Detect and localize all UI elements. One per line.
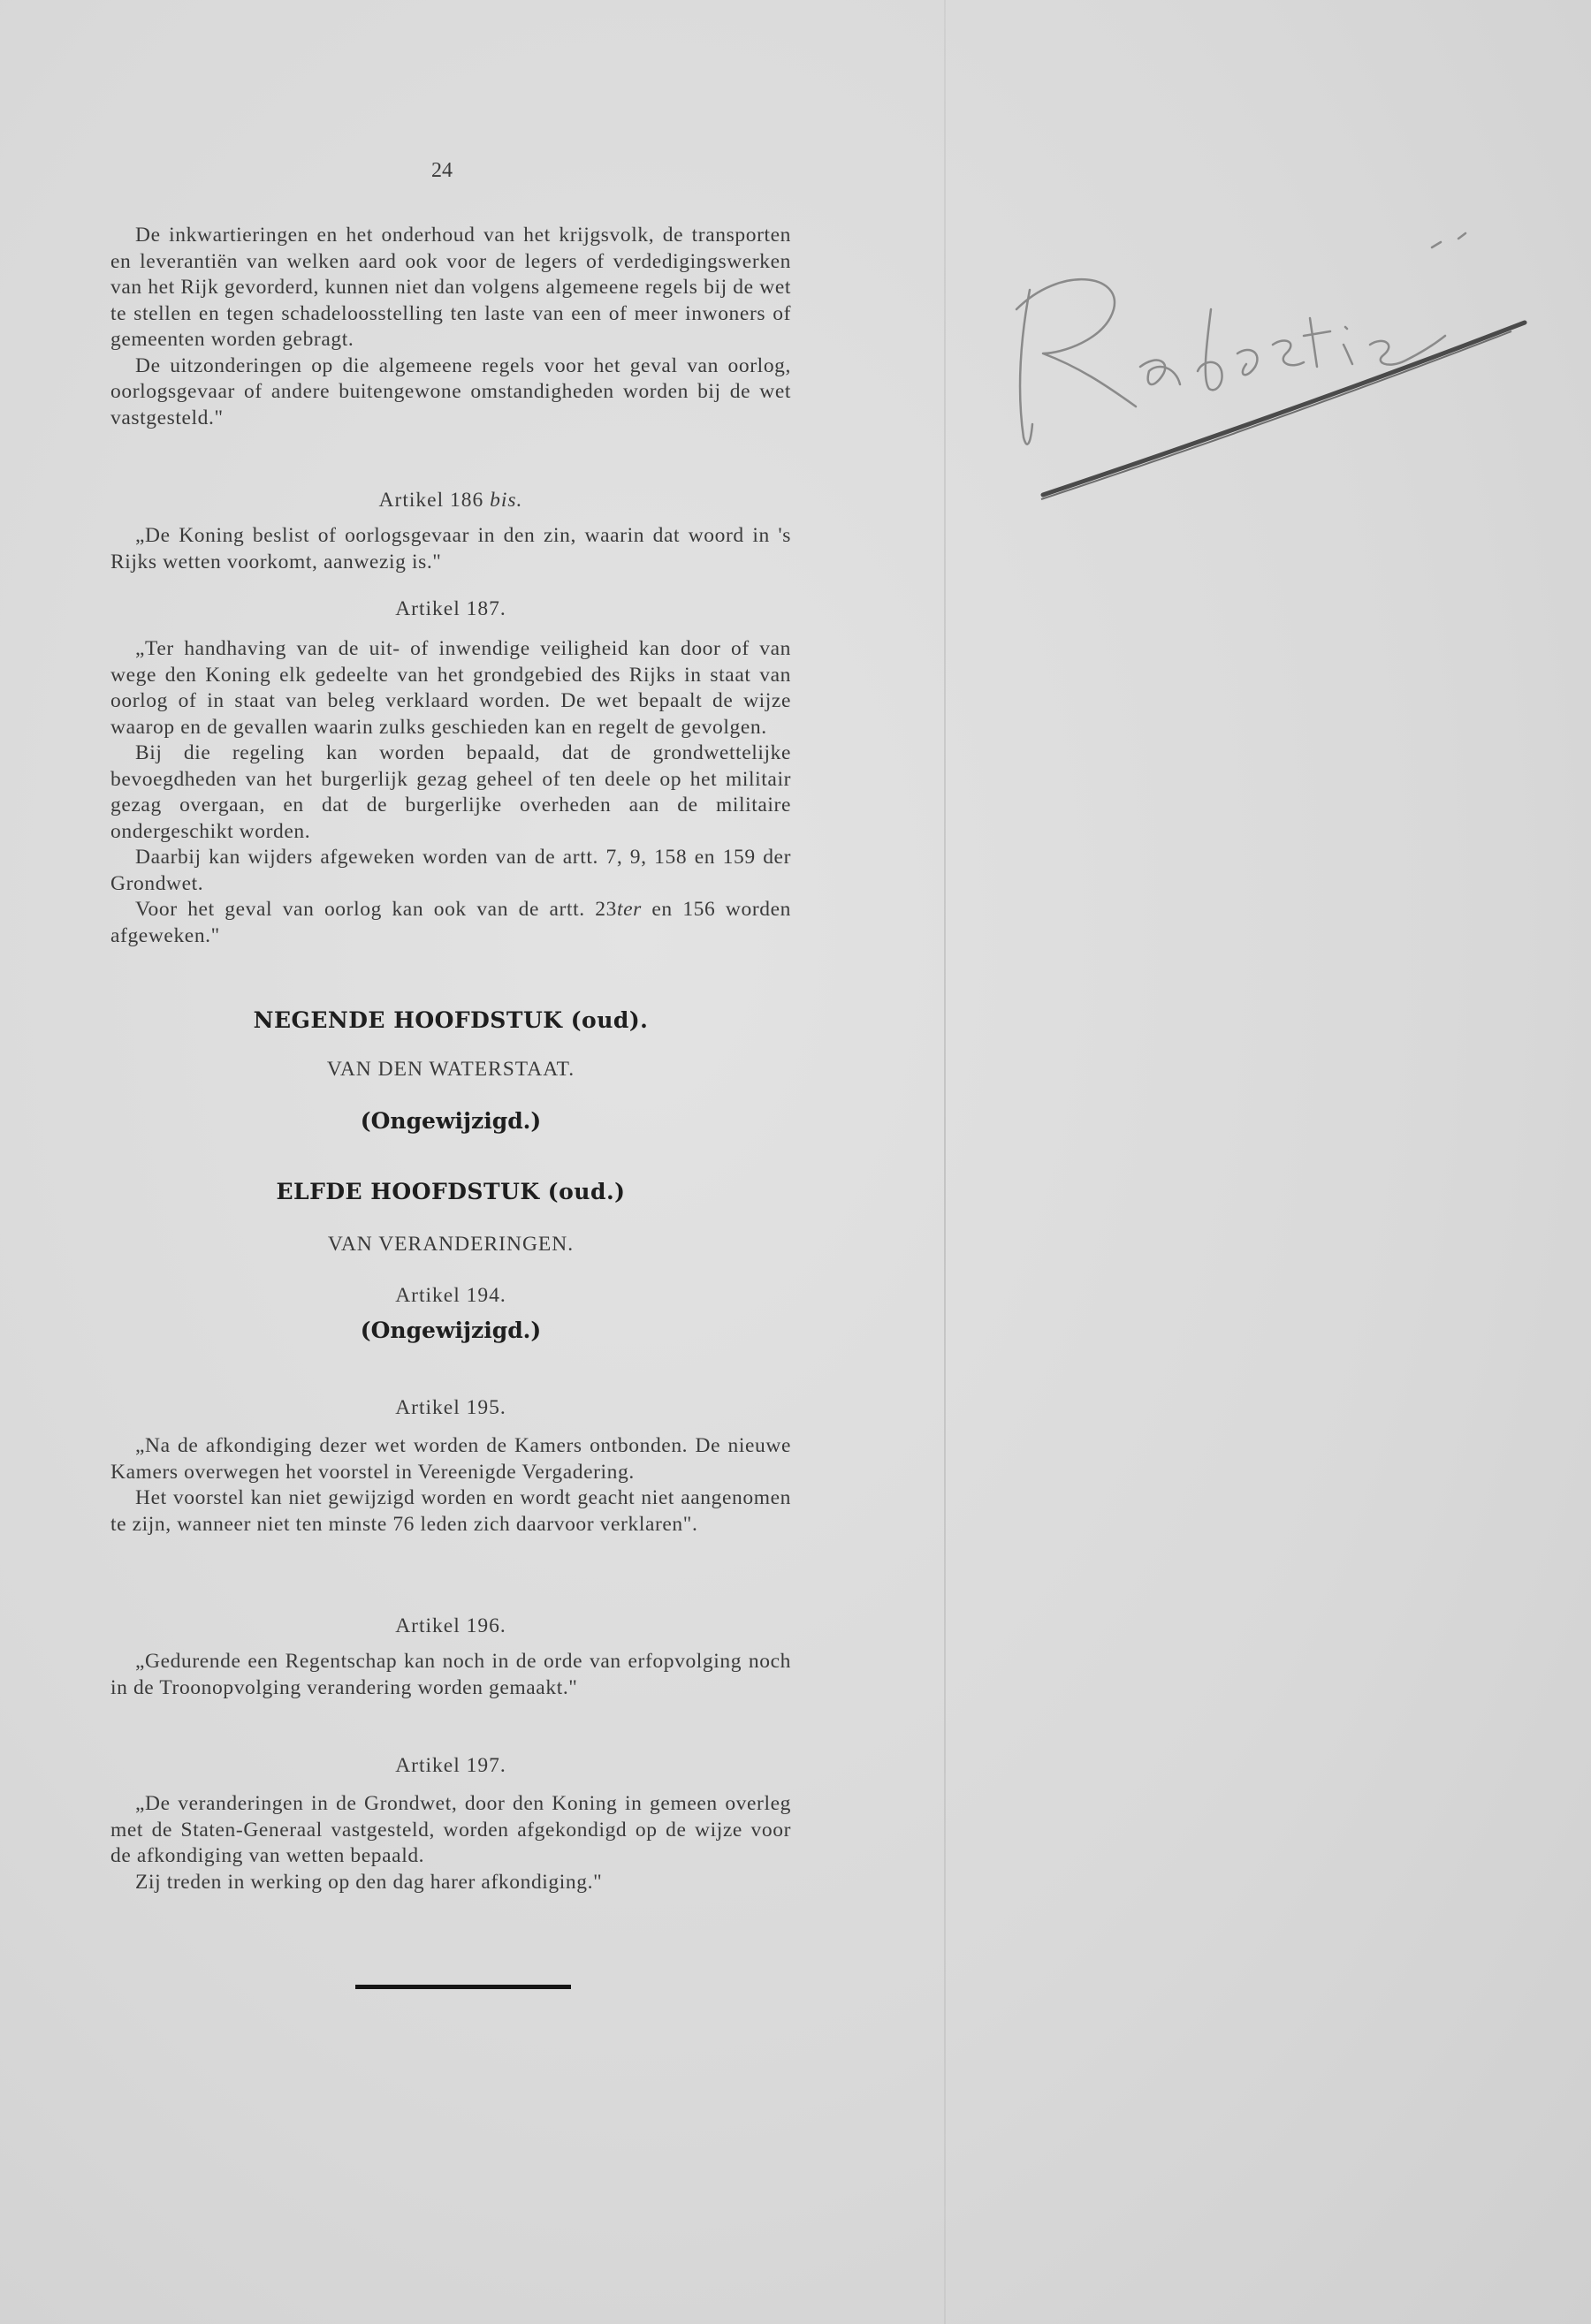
article-194-status: (Ongewijzigd.) bbox=[360, 1318, 542, 1343]
paragraph: Voor het geval van oorlog kan ook van de artt. 23ter en 156 worden afgeweken." bbox=[110, 898, 791, 947]
paragraph: „Ter handhaving van de uit- of inwendige veiligheid kan door of van wege den Koning elk gedeelte van het grondgebied des Rijks in staat van oorlog of in staat van beleg verklaard worden. De wet bepaalt de wijze waarop en de gevallen waarin zulks geschieden kan en regelt de gevolgen. bbox=[110, 637, 791, 739]
paragraph: Daarbij kan wijders afgeweken worden van de artt. 7, 9, 158 en 159 der Grondwet. bbox=[110, 846, 791, 895]
article-194-heading: Artikel 194. bbox=[395, 1284, 506, 1307]
paragraph: „Gedurende een Regentschap kan noch in de orde van erfopvolging noch in de Troonopvolging verandering worden gemaakt." bbox=[110, 1650, 791, 1699]
paragraph: „De veranderingen in de Grondwet, door den Koning in gemeen overleg met de Staten-Generaal vastgesteld, worden afgekondigd op de wijze voor de afkondiging van wetten bepaald. bbox=[110, 1792, 791, 1867]
paragraph: Het voorstel kan niet gewijzigd worden en wordt geacht niet aangenomen te zijn, wanneer niet ten minste 76 leden zich daarvoor verklaren". bbox=[110, 1486, 791, 1536]
paragraph: „De Koning beslist of oorlogsgevaar in den zin, waarin dat woord in 's Rijks wetten voorkomt, aanwezig is." bbox=[110, 524, 791, 573]
paragraph: Bij die regeling kan worden bepaald, dat de grondwettelijke bevoegdheden van het burgerlijk gezag geheel of ten deele op het militair gezag overgaan, en dat de burgerlijke overheden aan de militaire ondergeschikt worden. bbox=[110, 741, 791, 843]
article-186bis-heading: Artikel 186 bis. bbox=[378, 489, 523, 512]
chapter-11-title: ELFDE HOOFDSTUK (oud.) bbox=[276, 1179, 626, 1204]
handwritten-annotation bbox=[981, 212, 1547, 548]
paragraph: De uitzonderingen op die algemeene regels voor het geval van oorlog, oorlogsgevaar of andere buitengewone omstandigheden worden bij de wet vastgesteld." bbox=[110, 353, 791, 429]
article-196-heading: Artikel 196. bbox=[395, 1614, 506, 1637]
chapter-9-subtitle: VAN DEN WATERSTAAT. bbox=[326, 1058, 575, 1081]
article-195-text bbox=[110, 1433, 791, 1538]
chapter-9-status: (Ongewijzigd.) bbox=[360, 1108, 542, 1134]
paragraph: De inkwartieringen en het onderhoud van het krijgsvolk, de transporten en leverantiën van welken aard ook voor de legers of verdedigingswerken van het Rijk gevorderd, kunnen niet dan volgens algemeene regels bij de wet te stellen en tegen schadeloosstelling ten laste van een of meer inwoners of gemeenten worden gebragt. bbox=[110, 224, 791, 351]
chapter-11-subtitle: VAN VERANDERINGEN. bbox=[327, 1233, 575, 1256]
continuation-text bbox=[110, 223, 791, 431]
article-186bis-text bbox=[110, 523, 791, 575]
end-rule bbox=[355, 1985, 571, 1989]
paragraph: Zij treden in werking op den dag harer afkondiging." bbox=[135, 1870, 603, 1894]
article-197-heading: Artikel 197. bbox=[395, 1754, 506, 1777]
paragraph: „Na de afkondiging dezer wet worden de Kamers ontbonden. De nieuwe Kamers overwegen het voorstel in Vereenigde Vergadering. bbox=[110, 1434, 791, 1484]
article-187-heading: Artikel 187. bbox=[395, 597, 506, 620]
article-195-heading: Artikel 195. bbox=[395, 1396, 506, 1419]
chapter-9-title: NEGENDE HOOFDSTUK (oud). bbox=[253, 1007, 649, 1033]
page-number: 24 bbox=[431, 159, 453, 182]
article-197-text bbox=[110, 1791, 791, 1895]
page-fold-shadow bbox=[944, 0, 946, 2324]
article-196-text bbox=[110, 1649, 791, 1701]
article-187-text bbox=[110, 636, 791, 949]
